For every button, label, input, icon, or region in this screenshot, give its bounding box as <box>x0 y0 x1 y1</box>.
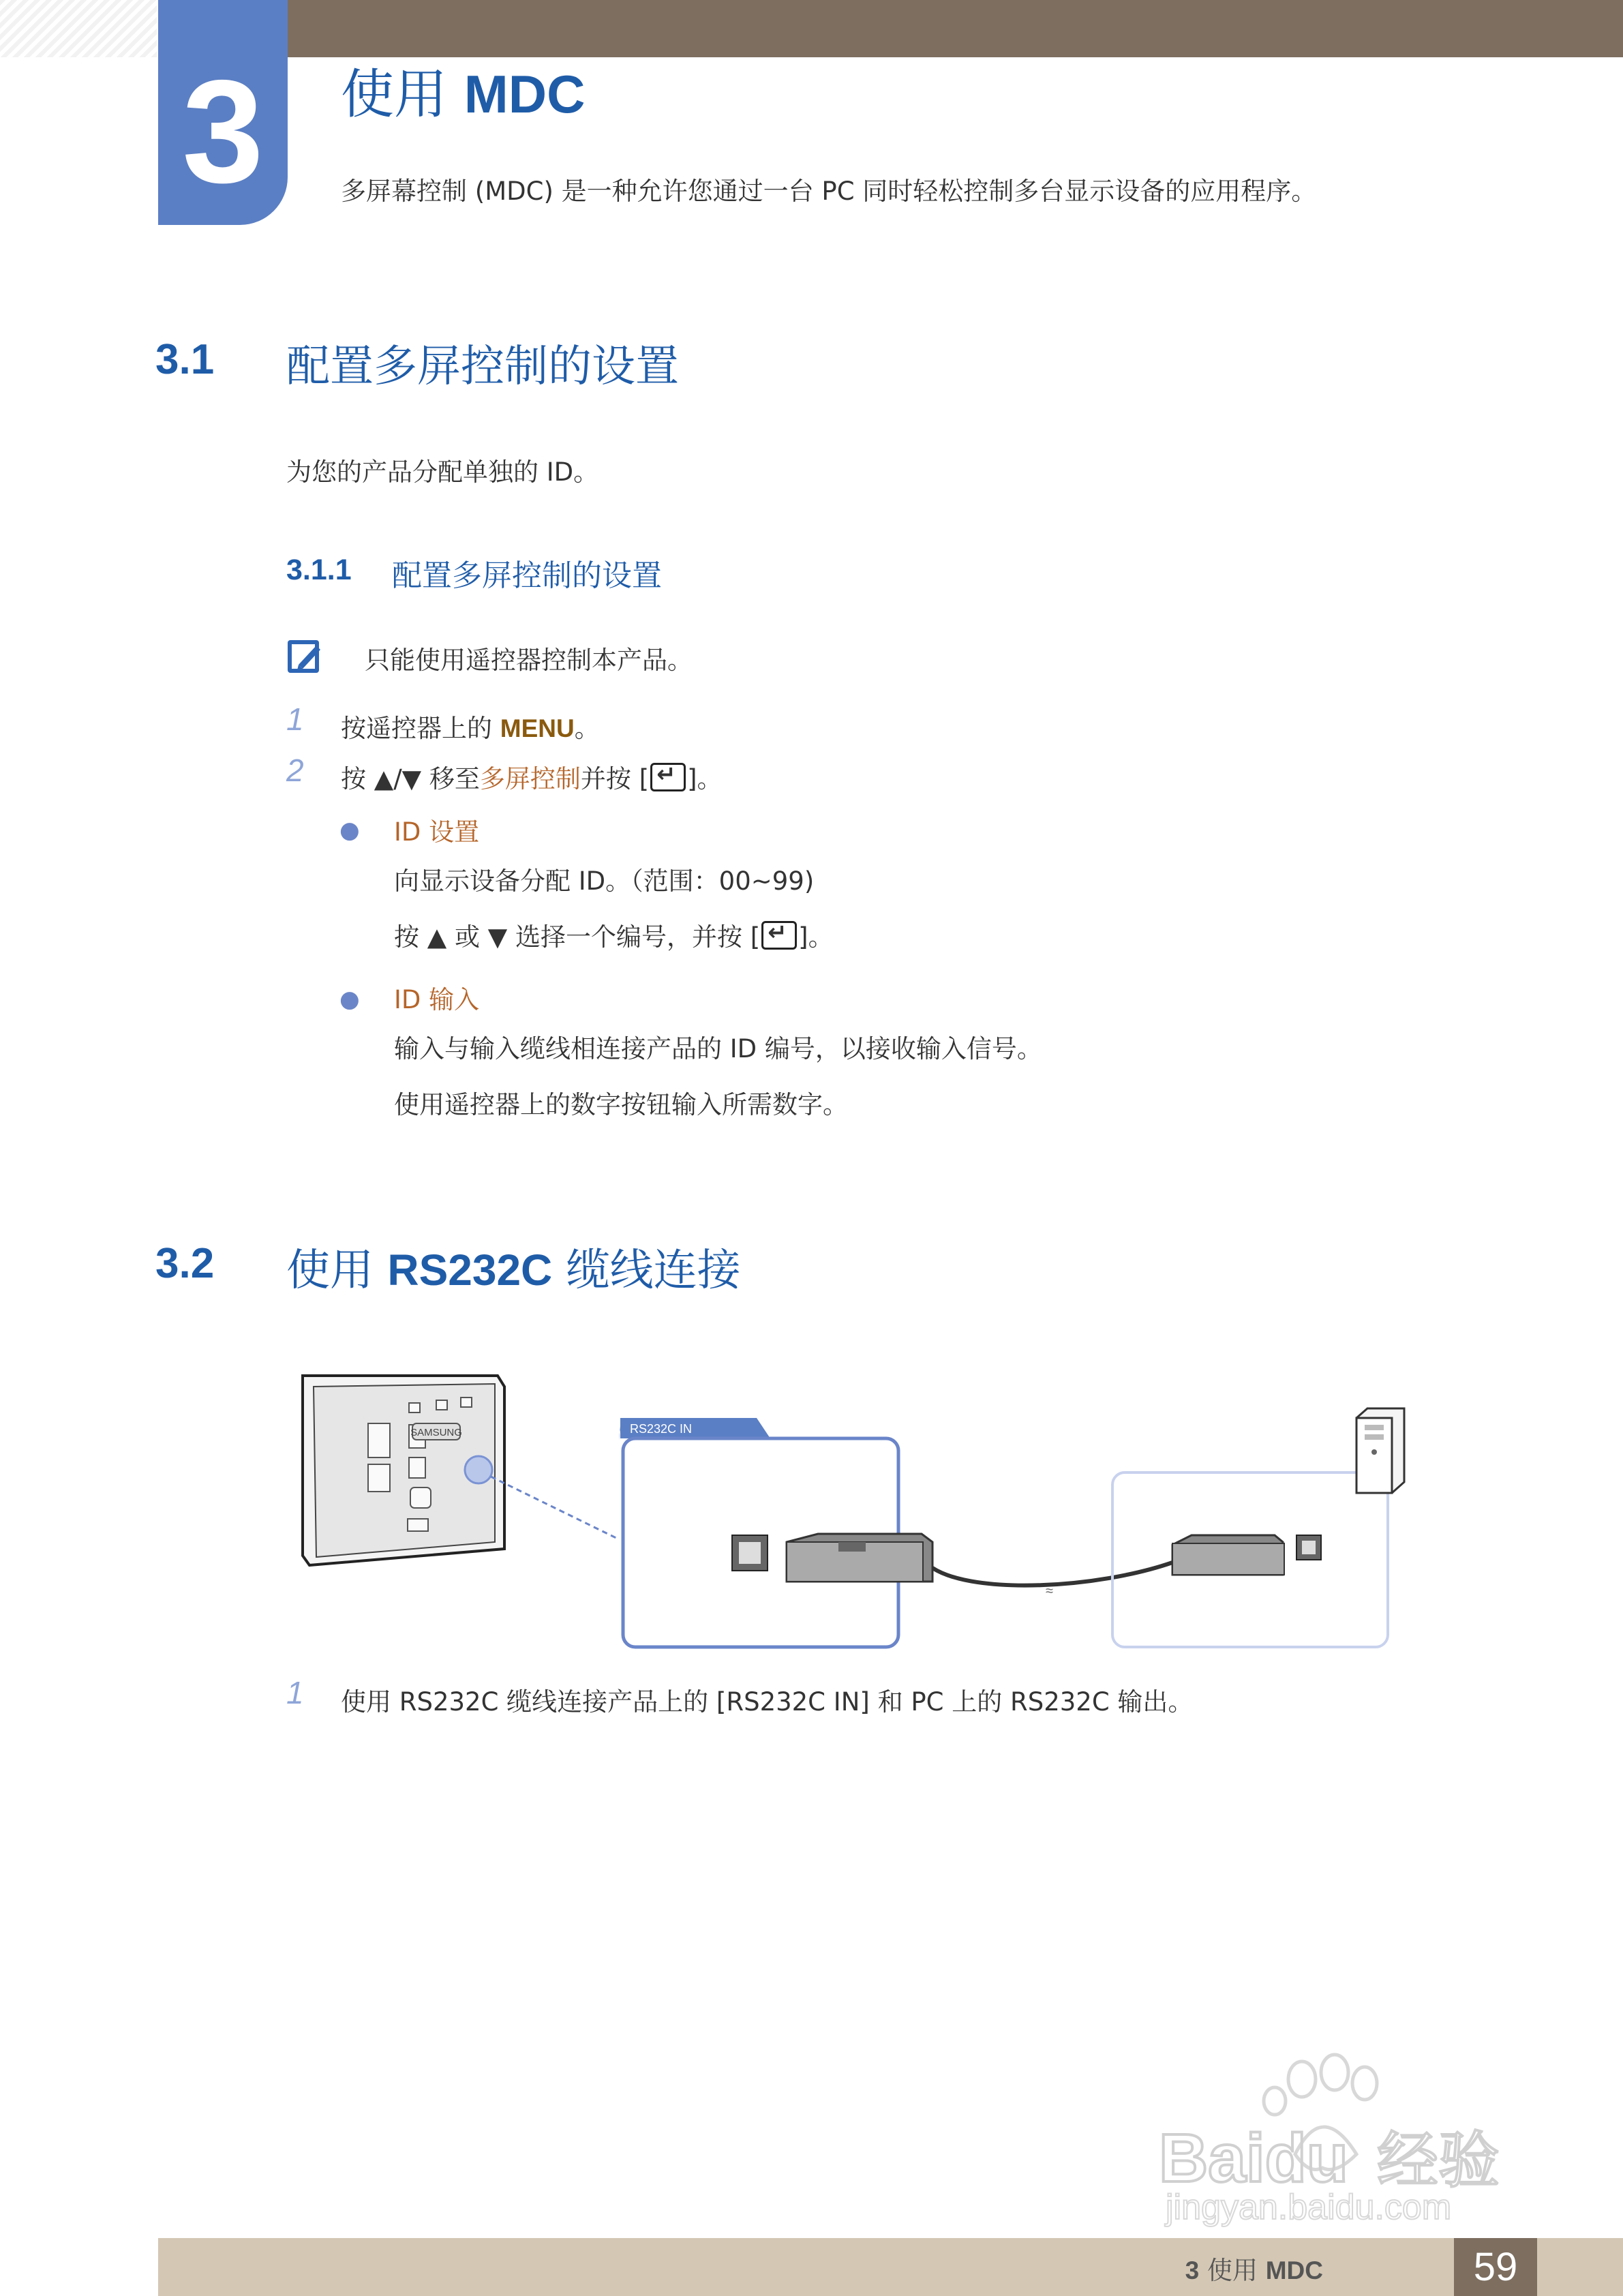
svg-text:≈: ≈ <box>1046 1584 1053 1599</box>
bullet-title: ID 设置 <box>394 817 480 847</box>
svg-text:jingyan.baidu.com: jingyan.baidu.com <box>1166 2188 1452 2227</box>
subsection-number: 3.1.1 <box>286 554 352 586</box>
bullet-dot: ● <box>339 817 360 844</box>
section-number: 3.2 <box>155 1240 215 1287</box>
enter-key-icon <box>761 921 797 950</box>
step-text: 按 ▲/▼ 移至多屏控制并按 [↵ ]。 <box>341 758 723 795</box>
step-number: 2 <box>286 753 304 788</box>
subsection-title: 配置多屏控制的设置 <box>392 558 662 593</box>
display-back-panel <box>303 1376 504 1565</box>
enter-key-icon <box>650 763 686 791</box>
section-title: 使用 RS232C 缆线连接 <box>286 1245 741 1296</box>
bullet-text: 向显示设备分配 ID。（范围：00~99) <box>394 866 815 896</box>
svg-text:经验: 经验 <box>1377 2125 1500 2196</box>
step-text: 使用 RS232C 缆线连接产品上的 [RS232C IN] 和 PC 上的 RS232C 输出。 <box>341 1687 1194 1717</box>
rs232c-connection-diagram <box>293 1363 1411 1663</box>
footer-chapter-label: 3 使用 MDC <box>1185 2256 1323 2285</box>
step-number: 1 <box>286 701 304 737</box>
section-number: 3.1 <box>155 336 215 383</box>
menu-key: MENU <box>500 714 575 742</box>
header-hatch-pattern <box>0 0 157 57</box>
menu-item-link: 多屏控制 <box>479 764 581 794</box>
pc-tower <box>1356 1408 1404 1493</box>
bullet-dot: ● <box>339 986 360 1013</box>
bullet-text: 输入与输入缆线相连接产品的 ID 编号，以接收输入信号。 <box>394 1034 1042 1063</box>
chapter-number: 3 <box>182 49 264 213</box>
step-number: 1 <box>286 1675 304 1710</box>
svg-text:Baidu: Baidu <box>1159 2120 1348 2196</box>
chapter-tab <box>158 0 288 225</box>
footer-bar <box>158 2238 1623 2296</box>
bullet-title: ID 输入 <box>394 985 480 1014</box>
baidu-watermark <box>1152 2052 1534 2229</box>
note-icon <box>286 637 324 676</box>
chapter-title: 使用 MDC <box>341 64 586 125</box>
step-text: 按遥控器上的 MENU。 <box>341 714 600 743</box>
section-body: 为您的产品分配单独的 ID。 <box>286 457 599 487</box>
port-label: RS232C IN <box>630 1422 693 1436</box>
header-bar <box>286 0 1623 57</box>
bullet-text: 使用遥控器上的数字按钮输入所需数字。 <box>394 1090 848 1119</box>
brand-logo: SAMSUNG <box>410 1427 462 1438</box>
section-title: 配置多屏控制的设置 <box>286 342 679 392</box>
bullet-text: 按 ▲ 或 ▼ 选择一个编号，并按 [↵ ]。 <box>394 916 834 953</box>
note-text: 只能使用遥控器控制本产品。 <box>365 646 693 675</box>
chapter-intro: 多屏幕控制 (MDC) 是一种允许您通过一台 PC 同时轻松控制多台显示设备的应用程序。 <box>341 177 1317 206</box>
page-number: 59 <box>1454 2238 1537 2296</box>
